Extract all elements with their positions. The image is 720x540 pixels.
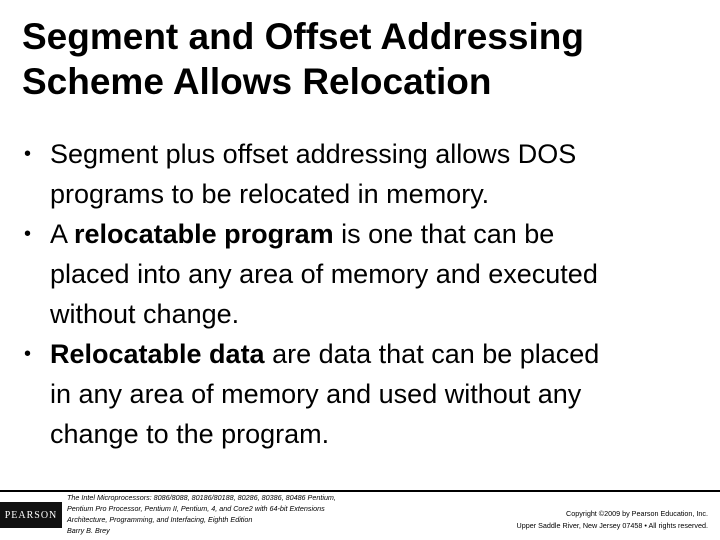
bullet-marker: • — [24, 223, 32, 245]
copyright-line-1: Copyright ©2009 by Pearson Education, Inc. — [566, 509, 708, 518]
slide-title-line-1: Segment and Offset Addressing — [22, 16, 584, 57]
bullet-line — [24, 374, 714, 414]
bullet-text: Segment plus offset addressing allows DOS — [50, 139, 577, 169]
copyright-line-2: Upper Saddle River, New Jersey 07458 • All rights reserved. — [516, 521, 708, 530]
bullet-line — [24, 134, 714, 174]
pearson-logo-text: PEARSON — [4, 509, 58, 521]
bullet-line — [24, 294, 714, 334]
bullet-text: change to the program. — [50, 419, 330, 449]
bullet-text: placed into any area of memory and executed — [50, 259, 598, 289]
bullet-marker: • — [24, 343, 32, 365]
book-citation-line-3: Architecture, Programming, and Interfacing, Eighth Edition — [67, 515, 253, 524]
pearson-logo — [0, 502, 62, 528]
copyright-notice — [408, 508, 708, 532]
bullet-text: A — [50, 219, 75, 249]
bullet-marker: • — [24, 143, 32, 165]
bullet-text: are data that can be placed — [264, 339, 600, 369]
bullet-line — [24, 174, 714, 214]
book-author: Barry B. Brey — [67, 526, 110, 535]
slide-title — [22, 14, 702, 104]
bullet-term: relocatable program — [74, 219, 334, 249]
bullet-line — [24, 334, 714, 374]
bullet-text: is one that can be — [333, 219, 555, 249]
bullet-line — [24, 414, 714, 454]
bullet-list — [24, 134, 714, 454]
slide-title-line-2: Scheme Allows Relocation — [22, 61, 492, 102]
bullet-line — [24, 214, 714, 254]
bullet-text: programs to be relocated in memory. — [50, 179, 490, 209]
book-citation-line-1: The Intel Microprocessors: 8086/8088, 80186/80188, 80286, 80386, 80486 Pentium, — [67, 493, 336, 502]
bullet-text: in any area of memory and used without any — [50, 379, 582, 409]
bullet-text: without change. — [50, 299, 240, 329]
book-citation — [67, 492, 397, 536]
bullet-term: Relocatable data — [50, 339, 265, 369]
bullet-line — [24, 254, 714, 294]
book-citation-line-2: Pentium Pro Processor, Pentium II, Pentium, 4, and Core2 with 64-bit Extensions — [67, 504, 325, 513]
